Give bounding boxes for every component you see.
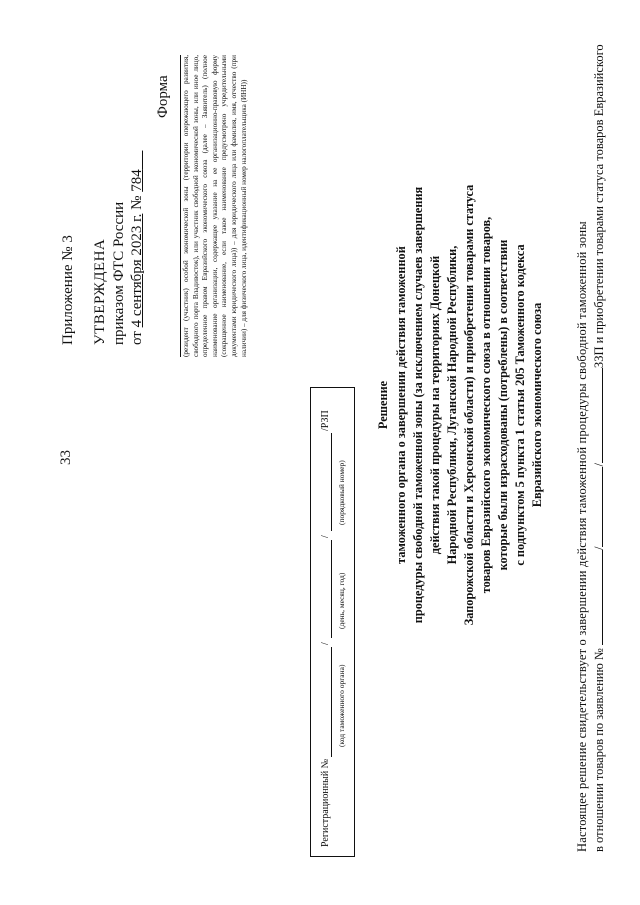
sub-customs-code: (код таможенного органа) [337,664,346,747]
body-line-2-end: ЗЗП и приобретении товарами статуса товаров Евразийского [592,44,606,369]
body-sep-1: / [592,546,606,551]
reg-number-field[interactable] [331,433,332,531]
sub-date: (день, месяц, год) [337,572,346,629]
body-line-2-start: в отношении товаров по заявлению № [592,648,606,852]
reg-sep-2: / [320,535,331,538]
application-field-2[interactable] [592,467,603,547]
order-number: 784 [129,169,145,192]
registration-box [310,387,355,857]
application-field-1[interactable] [592,550,603,645]
decision-line: Народной Республики, Луганской Народной Республики, [445,245,459,565]
registration-label: Регистрационный № [320,758,331,847]
registration-suffix: /РЗП [320,410,331,431]
decision-line: таможенного органа о завершении действия таможенной [394,246,408,564]
appendix-label: Приложение № 3 [60,235,76,345]
decision-line: действия такой процедуры на территориях Донецкой [428,255,442,555]
body-sep-2: / [592,463,606,467]
date-prefix: от [129,331,145,345]
page-number: 33 [58,450,74,465]
order-date: 4 сентября 2023 г. [129,213,145,328]
decision-line: с подпунктом 5 пункта 1 статьи 205 Таможенного кодекса [513,244,527,566]
decision-line: которые были израсходованы (потреблены) в соответствии [496,239,510,571]
decision-title: Решение [376,380,390,430]
decision-line: Запорожской области и Херсонской области) и приобретении товарами статуса [462,184,476,626]
decision-line: товаров Евразийского экономического союза в отношении товаров, [479,216,493,594]
number-prefix: № [129,195,145,210]
order-label: приказом ФТС России [111,201,127,345]
customs-code-field[interactable] [331,647,332,757]
sub-number: (порядковый номер) [337,460,346,525]
body-line-2 [592,44,607,852]
order-date-line [129,151,146,345]
decision-line: Евразийского экономического союза [530,302,544,508]
approved-label: УТВЕРЖДЕНА [92,238,108,345]
body-line-1: Настоящее решение свидетельствует о завершении действия таможенной процедуры свободной таможенной зоны [575,221,589,852]
form-label: Форма [155,75,171,118]
decision-line: процедуры свободной таможенной зоны (за исключением случаев завершения [411,186,425,624]
application-field-3[interactable] [592,368,603,463]
reg-sep-1: / [320,642,331,645]
reg-date-field[interactable] [331,540,332,638]
resident-note: (резидент (участник) особой экономической зоны (территории опережающего развития, свободного порта Владивосток), или участник свободной экономической зоны, или иное лицо, определенное правом Евразийского экономического союза (далее – Заявитель) (полное наименование организации, содержащее указание на ее организационно-правовую форму (сокращенное наименование, если такое наименование предусмотрено учредительными документами юридического лица)) – для юридического лица или фамилия, имя, отчество (при наличии) – для физического лица, идентификационный номер налогоплательщика (ИНН)) [182,55,248,357]
